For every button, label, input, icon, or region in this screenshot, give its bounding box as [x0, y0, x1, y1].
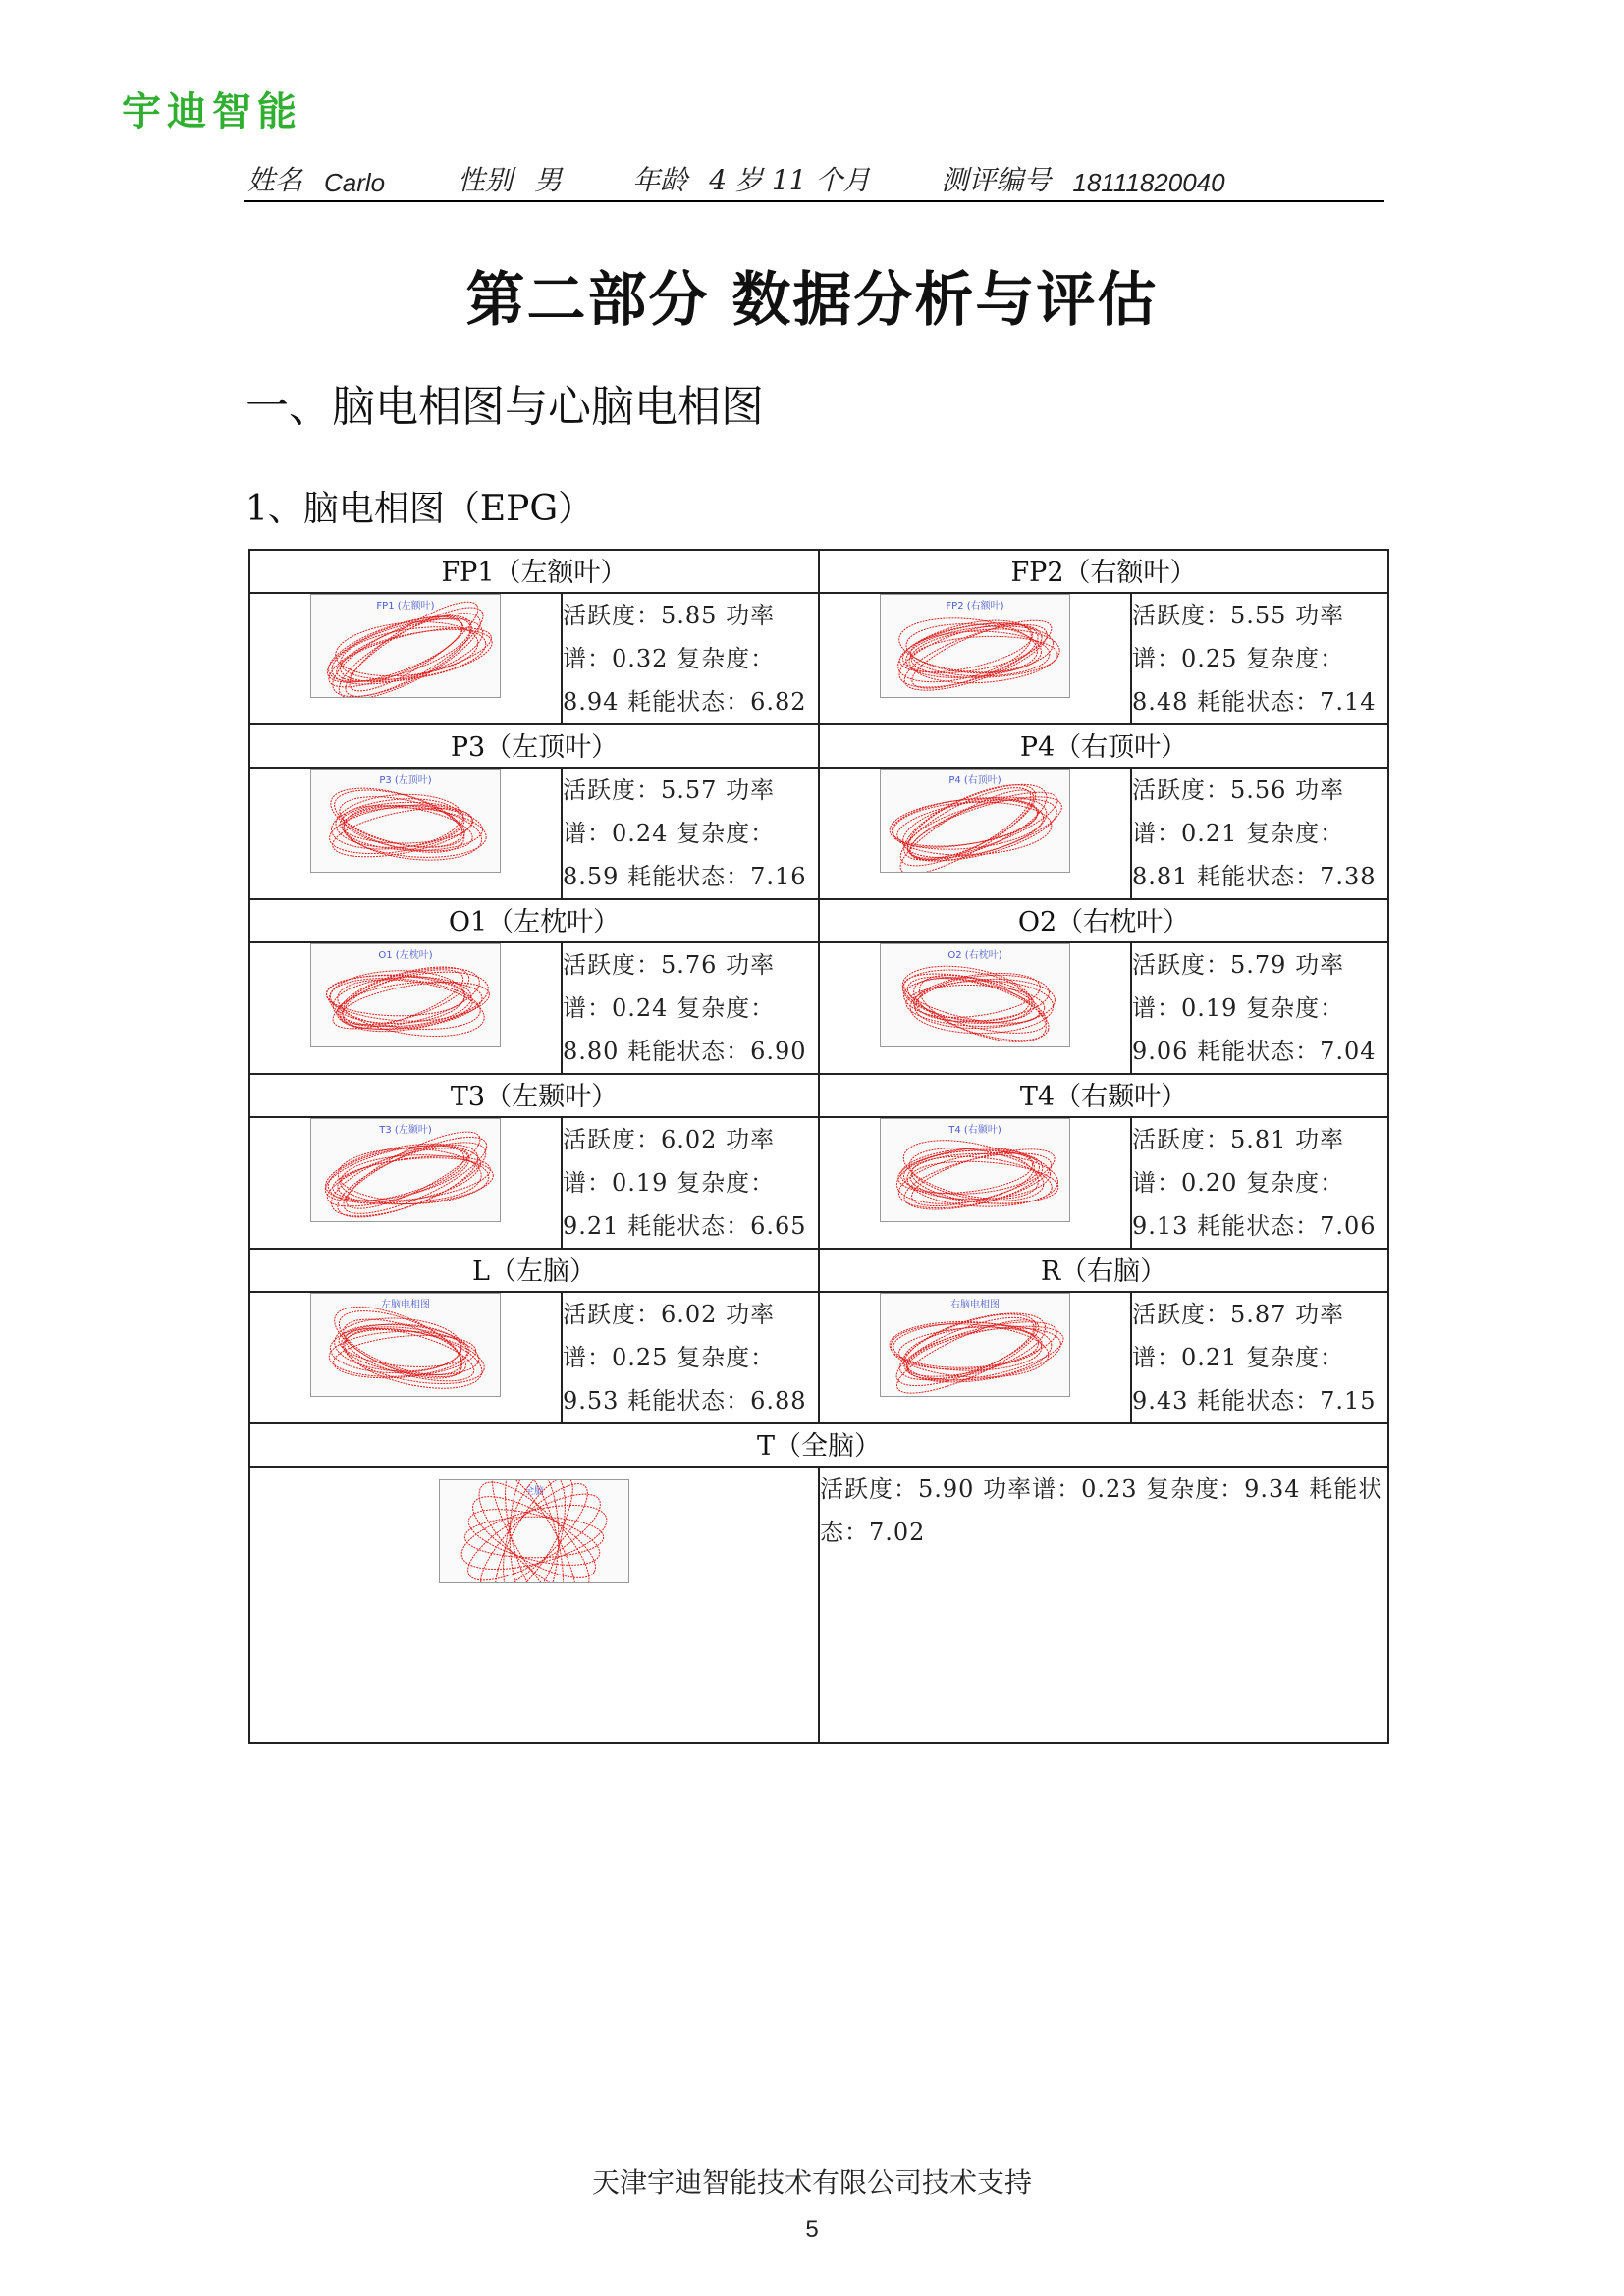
epg-trace-loop	[461, 1481, 606, 1582]
subsection-heading: 1、脑电相图（EPG）	[245, 489, 594, 529]
total-metrics: 活跃度：5.90 功率谱：0.23 复杂度：9.34 耗能状态：7.02	[819, 1467, 1388, 1743]
epg-trace-loop	[338, 1148, 481, 1201]
total-header: T（全脑）	[249, 1423, 1388, 1467]
name-label: 姓名	[247, 164, 303, 196]
region-plot-cell	[819, 1117, 1131, 1249]
epg-trace-loop	[897, 612, 1054, 697]
epg-trace-loop	[321, 606, 470, 697]
epg-plot-image	[310, 1293, 501, 1397]
epg-trace-loop	[898, 770, 1056, 872]
epg-plot-image	[439, 1479, 629, 1583]
epg-trace-loop	[329, 1128, 494, 1221]
footer-text: 天津宇迪智能技术有限公司技术支持	[591, 2166, 1032, 2199]
region-metrics: 活跃度：5.87 功率谱：0.21 复杂度：9.43 耗能状态：7.15	[1131, 1292, 1388, 1423]
region-header: T4（右颞叶）	[819, 1074, 1388, 1117]
region-metrics: 活跃度：5.81 功率谱：0.20 复杂度：9.13 耗能状态：7.06	[1131, 1117, 1388, 1249]
total-plot-cell	[249, 1467, 819, 1743]
page-number: 5	[805, 2216, 819, 2243]
epg-plot-image	[310, 769, 501, 873]
region-metrics: 活跃度：6.02 功率谱：0.25 复杂度：9.53 耗能状态：6.88	[562, 1292, 819, 1423]
epg-trace-loop	[321, 603, 477, 695]
epg-trace-loop	[896, 1145, 1035, 1200]
region-plot-cell	[249, 1117, 562, 1249]
region-header: O2（右枕叶）	[819, 899, 1388, 942]
epg-plot-caption: T3 (左颞叶)	[379, 1125, 432, 1136]
epg-trace-loop	[456, 1492, 614, 1581]
epg-trace-loop	[892, 609, 1038, 694]
epg-phase-plot	[881, 770, 1069, 872]
region-metrics: 活跃度：5.56 功率谱：0.21 复杂度：8.81 耗能状态：7.38	[1131, 768, 1388, 899]
epg-plot-caption: FP1 (左额叶)	[376, 601, 435, 612]
epg-phase-plot	[881, 1294, 1069, 1396]
epg-plot-image	[310, 1118, 501, 1222]
epg-phase-plot	[311, 1119, 500, 1221]
epg-phase-plot	[881, 595, 1069, 697]
epg-trace-loop	[491, 1480, 576, 1582]
gender-value: 男	[534, 164, 563, 196]
epg-plot-image	[880, 1118, 1070, 1222]
epg-phase-plot	[881, 944, 1069, 1046]
region-metrics: 活跃度：5.79 功率谱：0.19 复杂度：9.06 耗能状态：7.04	[1131, 942, 1388, 1074]
epg-trace-loop	[325, 972, 473, 1026]
region-plot-cell	[249, 1292, 562, 1423]
region-plot-cell	[819, 768, 1131, 899]
epg-trace-loop	[467, 1480, 601, 1582]
epg-plot-image	[310, 943, 501, 1047]
region-header: P4（右顶叶）	[819, 724, 1388, 768]
region-metrics: 活跃度：5.76 功率谱：0.24 复杂度：8.80 耗能状态：6.90	[562, 942, 819, 1074]
region-plot-cell	[249, 942, 562, 1074]
epg-plot-caption: 全脑	[524, 1486, 544, 1497]
epg-phase-plot	[311, 944, 500, 1046]
epg-plot-image	[880, 769, 1070, 873]
epg-trace-loop	[337, 956, 485, 1038]
region-header: O1（左枕叶）	[249, 899, 819, 942]
epg-plot-image	[880, 943, 1070, 1047]
section-heading: 一、脑电相图与心脑电相图	[245, 382, 764, 432]
gender-label: 性别	[458, 164, 514, 196]
epg-plot-caption: O2 (右枕叶)	[947, 950, 1002, 961]
region-header: FP2（右额叶）	[819, 550, 1388, 593]
region-plot-cell	[819, 593, 1131, 724]
page-title: 第二部分 数据分析与评估	[465, 266, 1159, 335]
epg-plot-caption: P4 (右顶叶)	[948, 775, 1001, 786]
epg-plot-caption: P3 (左顶叶)	[379, 775, 432, 786]
epg-table	[248, 549, 1389, 1744]
age-label: 年龄	[632, 164, 688, 196]
epg-trace-loop	[334, 791, 464, 851]
epg-trace-loop	[913, 976, 1056, 1032]
epg-trace-loop	[338, 961, 494, 1042]
age-value: 4 岁 11 个月	[709, 164, 871, 196]
epg-trace-loop	[903, 618, 1056, 685]
region-plot-cell	[819, 942, 1131, 1074]
region-plot-cell	[249, 768, 562, 899]
region-metrics: 活跃度：5.57 功率谱：0.24 复杂度：8.59 耗能状态：7.16	[562, 768, 819, 899]
epg-plot-caption: FP2 (右额叶)	[946, 601, 1004, 612]
region-metrics: 活跃度：5.85 功率谱：0.32 复杂度：8.94 耗能状态：6.82	[562, 593, 819, 724]
id-label: 测评编号	[941, 164, 1052, 196]
company-logo: 宇迪智能	[122, 89, 302, 134]
epg-trace-loop	[890, 1307, 1047, 1396]
epg-plot-caption: 左脑电相图	[381, 1300, 430, 1310]
epg-plot-image	[880, 1293, 1070, 1397]
patient-header	[244, 157, 1384, 202]
name-value: Carlo	[324, 168, 386, 197]
region-header: P3（左顶叶）	[249, 724, 819, 768]
epg-trace-loop	[464, 1517, 603, 1558]
epg-trace-loop	[479, 1480, 590, 1582]
epg-phase-plot	[881, 1119, 1069, 1221]
epg-trace-loop	[915, 970, 1052, 1027]
epg-plot-caption: O1 (左枕叶)	[378, 950, 433, 961]
epg-plot-caption: 右脑电相图	[950, 1300, 1000, 1310]
epg-plot-image	[880, 594, 1070, 698]
region-header: T3（左颞叶）	[249, 1074, 819, 1117]
epg-phase-plot	[311, 595, 500, 697]
epg-plot-image	[310, 594, 501, 698]
epg-trace-loop	[898, 1130, 1043, 1208]
region-metrics: 活跃度：5.55 功率谱：0.25 复杂度：8.48 耗能状态：7.14	[1131, 593, 1388, 724]
epg-phase-plot	[311, 770, 500, 872]
epg-trace-loop	[337, 1319, 470, 1371]
region-header: R（右脑）	[819, 1249, 1388, 1292]
region-metrics: 活跃度：6.02 功率谱：0.19 复杂度：9.21 耗能状态：6.65	[562, 1117, 819, 1249]
region-header: L（左脑）	[249, 1249, 819, 1292]
region-plot-cell	[249, 593, 562, 724]
epg-phase-plot	[440, 1480, 628, 1582]
epg-phase-plot	[311, 1294, 500, 1396]
region-header: FP1（左额叶）	[249, 550, 819, 593]
epg-plot-caption: T4 (右颞叶)	[948, 1125, 1001, 1136]
id-value: 18111820040	[1072, 168, 1225, 197]
region-plot-cell	[819, 1292, 1131, 1423]
epg-trace-loop	[902, 1310, 1061, 1387]
